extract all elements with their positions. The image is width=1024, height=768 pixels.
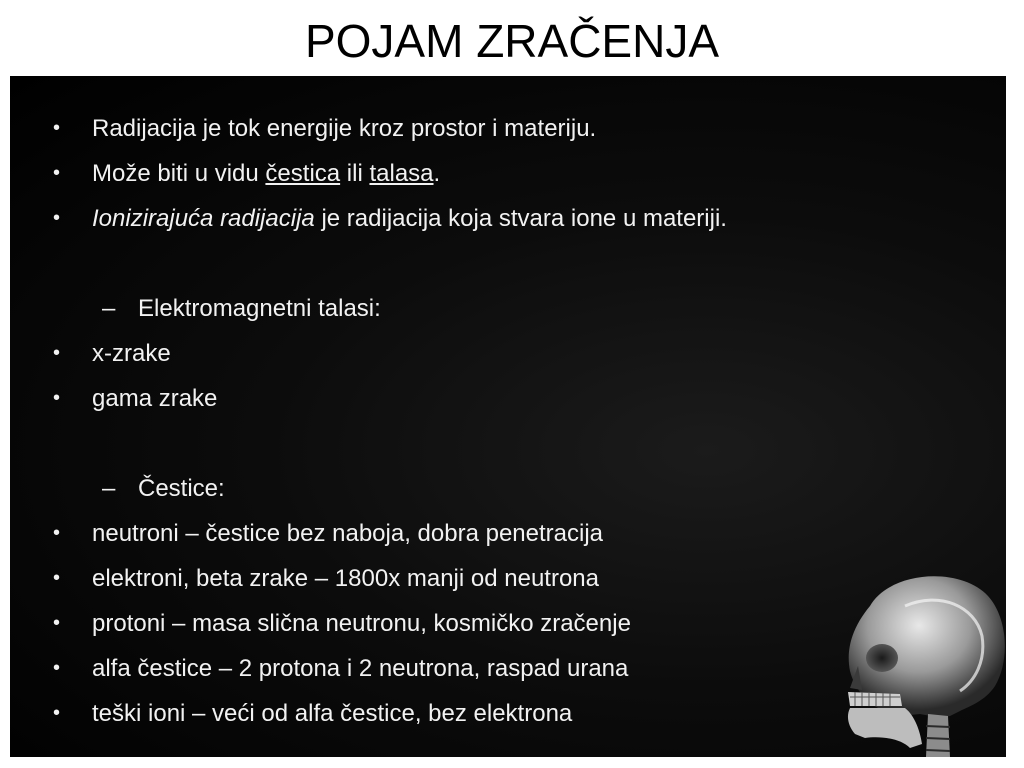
bullet-marker: •	[53, 207, 61, 229]
text-segment: .	[433, 160, 441, 187]
italic-term: Ionizirajuća radijacija	[92, 205, 315, 232]
slide-title: POJAM ZRAČENJA	[304, 15, 720, 67]
list-item	[10, 556, 910, 601]
bullet-list	[10, 106, 910, 736]
sub-list-item	[10, 466, 910, 511]
list-item-text	[92, 151, 440, 196]
bullet-marker: •	[53, 612, 61, 634]
text-segment: ili	[340, 160, 370, 187]
list-item	[10, 151, 910, 196]
content-panel	[10, 76, 1006, 757]
bullet-marker: •	[53, 702, 61, 724]
list-item-text: elektroni, beta zrake – 1800x manji od neutrona	[92, 565, 599, 592]
spacer	[10, 421, 910, 466]
list-item	[10, 691, 910, 736]
list-item	[10, 376, 910, 421]
link-cestica[interactable]: čestica	[265, 160, 341, 187]
list-item	[10, 331, 910, 376]
list-item-text: teški ioni – veći od alfa čestice, bez elektrona	[92, 700, 573, 727]
list-item	[10, 646, 910, 691]
list-item-text: neutroni – čestice bez naboja, dobra penetracija	[92, 520, 604, 547]
bullet-marker: •	[53, 522, 61, 544]
bullet-marker: •	[53, 387, 61, 409]
list-item	[10, 196, 910, 241]
text-segment: je radijacija koja stvara ione u materiji.	[314, 205, 727, 232]
list-item-text: Radijacija je tok energije kroz prostor i materiju.	[92, 115, 597, 142]
dash-marker: –	[102, 475, 116, 502]
sub-item-text: Čestice:	[138, 475, 225, 502]
sub-list-item	[10, 286, 910, 331]
bullet-marker: •	[53, 162, 61, 184]
bullet-marker: •	[53, 342, 61, 364]
bullet-marker: •	[53, 117, 61, 139]
list-item-text: protoni – masa slična neutronu, kosmičko zračenje	[92, 610, 631, 637]
link-talasa[interactable]: talasa	[369, 160, 434, 187]
list-item-text: gama zrake	[92, 385, 218, 412]
bullet-marker: •	[53, 567, 61, 589]
bullet-marker: •	[53, 657, 61, 679]
list-item-text: alfa čestice – 2 protona i 2 neutrona, raspad urana	[92, 655, 629, 682]
list-item-text	[92, 196, 727, 241]
dash-marker: –	[102, 295, 116, 322]
list-item-text: x-zrake	[92, 340, 171, 367]
list-item	[10, 511, 910, 556]
sub-item-text: Elektromagnetni talasi:	[138, 295, 381, 322]
list-item	[10, 601, 910, 646]
text-segment: Može biti u vidu	[92, 160, 266, 187]
list-item	[10, 106, 910, 151]
spacer	[10, 241, 910, 286]
